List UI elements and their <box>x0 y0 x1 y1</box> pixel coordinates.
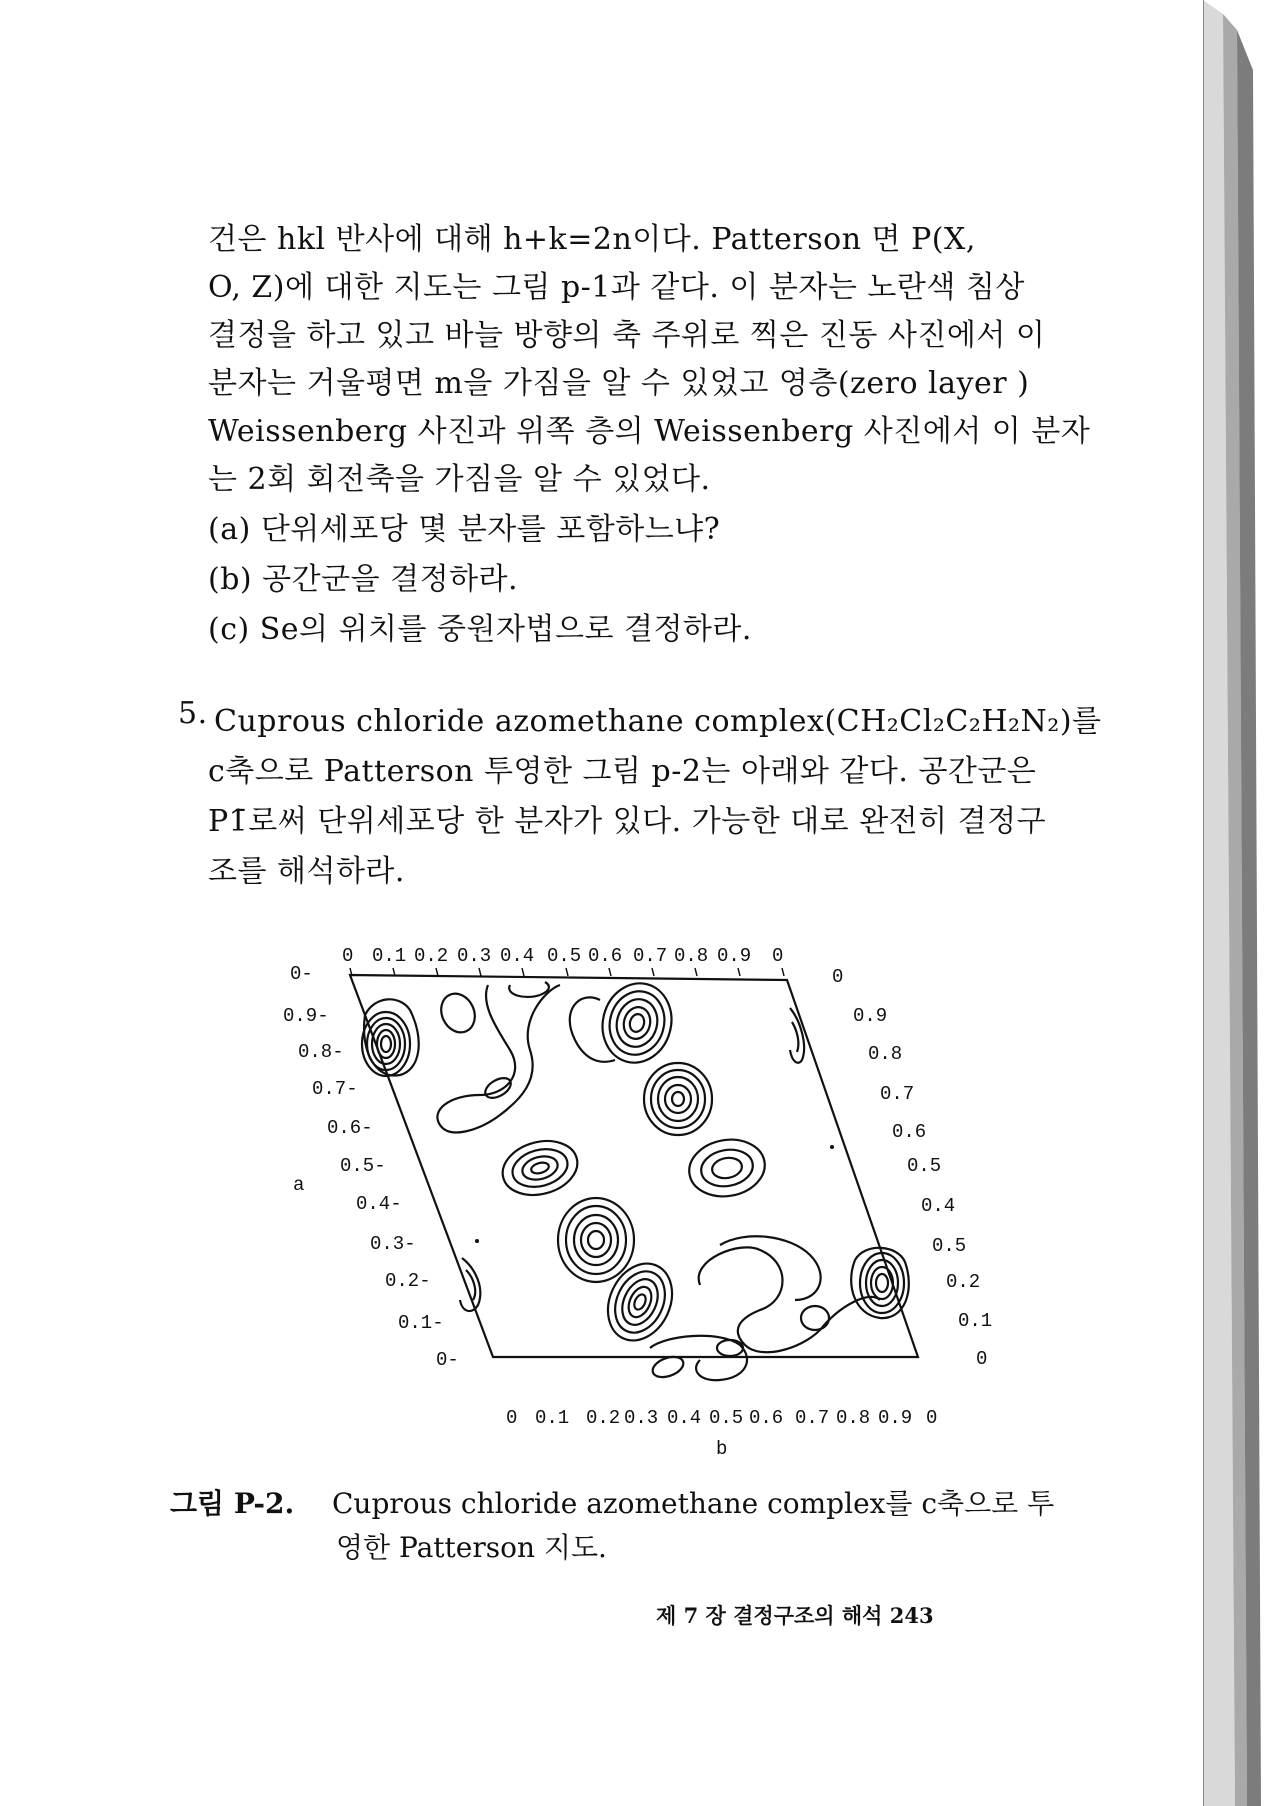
left-tick-3: 0.7- <box>312 1078 358 1100</box>
top-tick-0: 0 <box>342 945 354 967</box>
right-tick-7: 0.5 <box>932 1235 967 1257</box>
right-tick-10: 0 <box>976 1348 988 1370</box>
top-tick-1: 0.1 <box>372 945 407 967</box>
p4-line-4: 분자는 거울평면 m을 가짐을 알 수 있었고 영층(zero layer ) <box>208 366 1030 401</box>
peak-upper-middle <box>594 976 680 1071</box>
right-tick-2: 0.8 <box>868 1043 903 1065</box>
top-tick-5: 0.5 <box>547 945 582 967</box>
p4-line-2: O, Z)에 대한 지도는 그림 p-1과 같다. 이 분자는 노란색 침상 <box>208 270 1025 305</box>
p5-line-2: c축으로 Patterson 투영한 그림 p-2는 아래와 같다. 공간군은 <box>208 754 1037 789</box>
left-tick-2: 0.8- <box>298 1041 344 1063</box>
left-tick-1: 0.9- <box>283 1005 329 1027</box>
bottom-tick-10: 0 <box>926 1407 938 1429</box>
contour-right-edge-upper-2 <box>792 1022 798 1052</box>
left-tick-5: 0.5- <box>340 1155 386 1177</box>
p5-line-3: P1̄로써 단위세포당 한 분자가 있다. 가능한 대로 완전히 결정구 <box>208 804 1047 839</box>
right-tick-3: 0.7 <box>880 1083 915 1105</box>
right-tick-0: 0 <box>832 966 844 988</box>
left-tick-7: 0.3- <box>370 1233 416 1255</box>
p4-item-a: (a) 단위세포당 몇 분자를 포함하느냐? <box>208 512 721 547</box>
bottom-tick-3: 0.3 <box>624 1407 659 1429</box>
axis-label-b: b <box>716 1438 728 1460</box>
top-tick-10: 0 <box>772 945 784 967</box>
top-tick-6: 0.6 <box>588 945 623 967</box>
right-tick-4: 0.6 <box>892 1121 927 1143</box>
contour-small-1 <box>435 988 481 1038</box>
top-tick-7: 0.7 <box>633 945 668 967</box>
contour-upper-tail <box>570 997 615 1061</box>
right-tick-1: 0.9 <box>853 1005 888 1027</box>
p5-line-4: 조를 해석하라. <box>208 854 405 889</box>
contour-left-edge-lower <box>460 1258 480 1311</box>
contour-top-s <box>437 985 560 1132</box>
contour-lower-loop <box>720 1236 821 1300</box>
p5-line-1: Cuprous chloride azomethane complex(CH₂Cl₂C₂H₂N₂)를 <box>214 704 1102 739</box>
bottom-tick-2: 0.2 <box>586 1407 621 1429</box>
peak-right-lower <box>860 1253 904 1313</box>
p4-line-6: 는 2회 회전축을 가짐을 알 수 있었다. <box>208 462 711 497</box>
left-tick-0: 0- <box>290 963 313 985</box>
p4-line-1: 건은 hkl 반사에 대해 h+k=2n이다. Patterson 면 P(X, <box>208 222 976 257</box>
bottom-tick-6: 0.6 <box>749 1407 784 1429</box>
right-tick-8: 0.2 <box>946 1271 981 1293</box>
top-tick-8: 0.8 <box>674 945 709 967</box>
figure-caption-line-2: 영한 Patterson 지도. <box>336 1531 607 1564</box>
left-tick-4: 0.6- <box>327 1117 373 1139</box>
left-tick-9: 0.1- <box>398 1312 444 1334</box>
p4-line-3: 결정을 하고 있고 바늘 방향의 축 주위로 찍은 진동 사진에서 이 <box>208 318 1046 353</box>
bottom-tick-7: 0.7 <box>795 1407 830 1429</box>
peak-center-upper <box>644 1063 712 1135</box>
peak-left-upper <box>362 1012 410 1076</box>
page-footer: 제 7 장 결정구조의 해석 243 <box>656 1603 934 1628</box>
left-tick-8: 0.2- <box>385 1270 431 1292</box>
right-tick-9: 0.1 <box>958 1310 993 1332</box>
bottom-tick-1: 0.1 <box>535 1407 570 1429</box>
right-tick-5: 0.5 <box>907 1155 942 1177</box>
axis-label-a: a <box>293 1174 305 1196</box>
bottom-tick-9: 0.9 <box>878 1407 913 1429</box>
top-tick-3: 0.3 <box>457 945 492 967</box>
top-tick-9: 0.9 <box>717 945 752 967</box>
bottom-tick-0: 0 <box>506 1407 518 1429</box>
bottom-tick-5: 0.5 <box>709 1407 744 1429</box>
contour-small-3 <box>801 1306 829 1330</box>
p4-item-b: (b) 공간군을 결정하라. <box>208 562 519 597</box>
bottom-tick-8: 0.8 <box>836 1407 871 1429</box>
top-tick-4: 0.4 <box>500 945 535 967</box>
right-tick-6: 0.4 <box>921 1195 956 1217</box>
left-tick-10: 0- <box>436 1349 459 1371</box>
peak-lower-middle <box>596 1253 684 1351</box>
peak-mid-right <box>685 1134 770 1202</box>
p4-line-5: Weissenberg 사진과 위쪽 층의 Weissenberg 사진에서 이 분자 <box>208 414 1091 449</box>
figure-caption-label: 그림 P-2. <box>170 1487 295 1520</box>
p4-item-c: (c) Se의 위치를 중원자법으로 결정하라. <box>208 612 752 647</box>
peak-center-lower <box>558 1198 634 1282</box>
dot-marker-1 <box>830 1145 834 1149</box>
contour-small-5 <box>717 1340 743 1356</box>
peak-mid-left <box>497 1133 584 1203</box>
p5-number: 5. <box>178 696 208 731</box>
figure-caption-line-1: Cuprous chloride azomethane complex를 c축으로 투 <box>332 1487 1055 1520</box>
left-tick-6: 0.4- <box>356 1193 402 1215</box>
contour-top-cap <box>509 982 549 997</box>
top-tick-2: 0.2 <box>414 945 449 967</box>
dot-marker-2 <box>475 1239 479 1243</box>
bottom-tick-4: 0.4 <box>667 1407 702 1429</box>
contour-small-2 <box>482 1074 514 1102</box>
